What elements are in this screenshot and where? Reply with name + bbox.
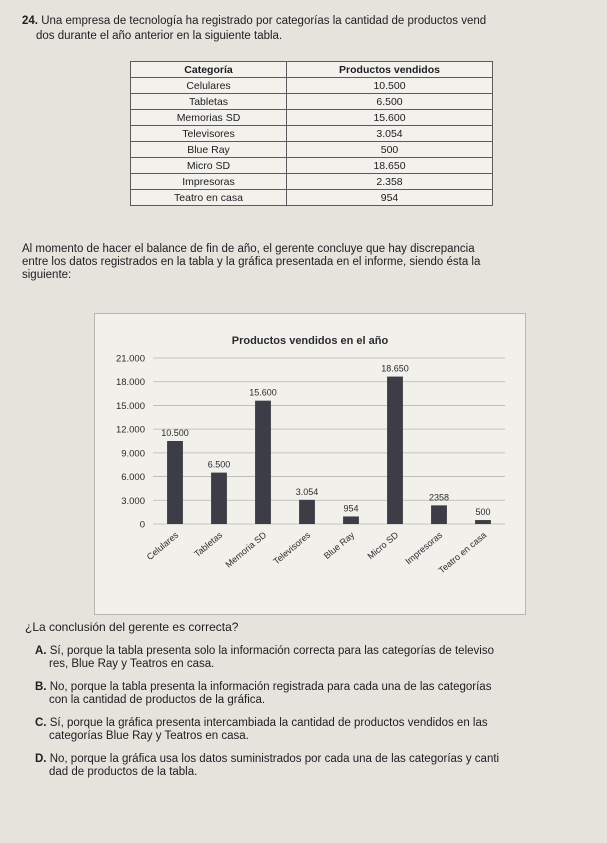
question-number: 24. — [22, 15, 38, 27]
y-tick-label: 0 — [139, 519, 145, 531]
chart-title: Productos vendidos en el año — [231, 335, 389, 347]
y-tick-label: 12.000 — [115, 424, 145, 436]
option-text-line2: res, Blue Ray y Teatros en casa. — [49, 658, 215, 670]
question-text-line1: Una empresa de tecnología ha registrado por categorías la cantidad de productos vend — [41, 15, 487, 27]
bar-data-label: 954 — [343, 503, 359, 514]
paragraph-line1: Al momento de hacer el balance de fin de año, el gerente concluye que hay discrepancia — [22, 243, 475, 255]
option-letter: A. — [35, 645, 47, 657]
option-text-line1: No, porque la gráfica usa los datos suministrados por cada una de las categorías y canti — [49, 753, 500, 765]
table-cell-value: 6.500 — [287, 94, 493, 110]
bar-data-label: 18.650 — [381, 363, 409, 374]
question-text-line2: dos durante el año anterior en la siguiente tabla. — [36, 30, 283, 42]
table-cell-category: Televisores — [131, 126, 287, 142]
bar-data-label: 2358 — [428, 492, 450, 503]
bar-data-label: 500 — [475, 507, 491, 518]
option-d[interactable] — [35, 753, 605, 779]
question-prompt: ¿La conclusión del gerente es correcta? — [25, 620, 239, 634]
x-tick-label: Celulares — [144, 529, 181, 562]
table-row — [131, 142, 493, 158]
table-row — [131, 174, 493, 190]
table-cell-category: Micro SD — [131, 158, 287, 174]
option-letter: C. — [35, 717, 47, 729]
table-cell-value: 18.650 — [287, 158, 493, 174]
bar-data-label: 3.054 — [295, 486, 319, 497]
option-c[interactable] — [35, 717, 605, 743]
y-tick-label: 15.000 — [115, 400, 145, 412]
table-cell-value: 10.500 — [287, 78, 493, 94]
option-text-line2: con la cantidad de productos de la gráfica. — [49, 694, 266, 706]
table-cell-value: 3.054 — [287, 126, 493, 142]
x-tick-label: Impresoras — [403, 529, 445, 567]
table-cell-value: 15.600 — [287, 110, 493, 126]
y-tick-label: 9.000 — [121, 448, 145, 460]
table-cell-category: Impresoras — [131, 174, 287, 190]
chart-bar — [211, 473, 227, 524]
table-row — [131, 78, 493, 94]
x-tick-label: Micro SD — [365, 529, 401, 562]
chart-bar — [343, 516, 359, 524]
chart-bar — [255, 401, 271, 524]
y-tick-label: 6.000 — [121, 472, 145, 484]
chart-bar — [299, 500, 315, 524]
option-text-line2: dad de productos de la tabla. — [49, 766, 198, 778]
option-a[interactable] — [35, 645, 605, 671]
option-letter: B. — [35, 681, 47, 693]
option-text-line1: Sí, porque la tabla presenta solo la información correcta para las categorías de televiso — [49, 645, 494, 657]
x-tick-label: Blue Ray — [321, 529, 357, 562]
table-cell-value: 954 — [287, 190, 493, 206]
table-row — [131, 190, 493, 206]
table-row — [131, 110, 493, 126]
answer-options — [35, 645, 605, 789]
chart-bar — [431, 505, 447, 524]
bar-chart — [95, 314, 525, 614]
paragraph-line2: entre los datos registrados en la tabla y la gráfica presentada en el informe, siendo ésta la — [22, 256, 481, 268]
table-cell-category: Memorias SD — [131, 110, 287, 126]
table-cell-category: Celulares — [131, 78, 287, 94]
bar-data-label: 15.600 — [249, 387, 277, 398]
sales-table — [130, 61, 493, 206]
chart-bar — [475, 520, 491, 524]
y-tick-label: 18.000 — [115, 377, 145, 389]
table-row — [131, 126, 493, 142]
y-tick-label: 3.000 — [121, 495, 145, 507]
table-header-sold: Productos vendidos — [287, 62, 493, 78]
x-tick-label: Televisores — [271, 529, 313, 567]
x-tick-label: Memoria SD — [223, 529, 269, 570]
option-text-line1: Sí, porque la gráfica presenta intercambiada la cantidad de productos vendidos en las — [49, 717, 488, 729]
y-tick-label: 21.000 — [115, 353, 145, 365]
table-row — [131, 158, 493, 174]
option-b[interactable] — [35, 681, 605, 707]
table-cell-value: 500 — [287, 142, 493, 158]
chart-bar — [387, 377, 403, 524]
table-cell-value: 2.358 — [287, 174, 493, 190]
option-text-line2: categorías Blue Ray y Teatros en casa. — [49, 730, 249, 742]
table-cell-category: Tabletas — [131, 94, 287, 110]
table-header-category: Categoría — [131, 62, 287, 78]
x-tick-label: Tabletas — [192, 529, 225, 560]
question-header — [22, 14, 597, 44]
table-cell-category: Teatro en casa — [131, 190, 287, 206]
table-row — [131, 94, 493, 110]
x-tick-label: Teatro en casa — [436, 529, 489, 576]
option-text-line1: No, porque la tabla presenta la información registrada para cada una de las categorías — [49, 681, 492, 693]
paragraph-line3: siguiente: — [22, 269, 72, 281]
context-paragraph — [22, 243, 597, 282]
bar-data-label: 6.500 — [207, 459, 231, 470]
table-cell-category: Blue Ray — [131, 142, 287, 158]
bar-data-label: 10.500 — [161, 428, 189, 438]
bar-chart-container — [94, 313, 526, 615]
option-letter: D. — [35, 753, 47, 765]
table-header-row — [131, 62, 493, 78]
chart-bar — [167, 441, 183, 524]
